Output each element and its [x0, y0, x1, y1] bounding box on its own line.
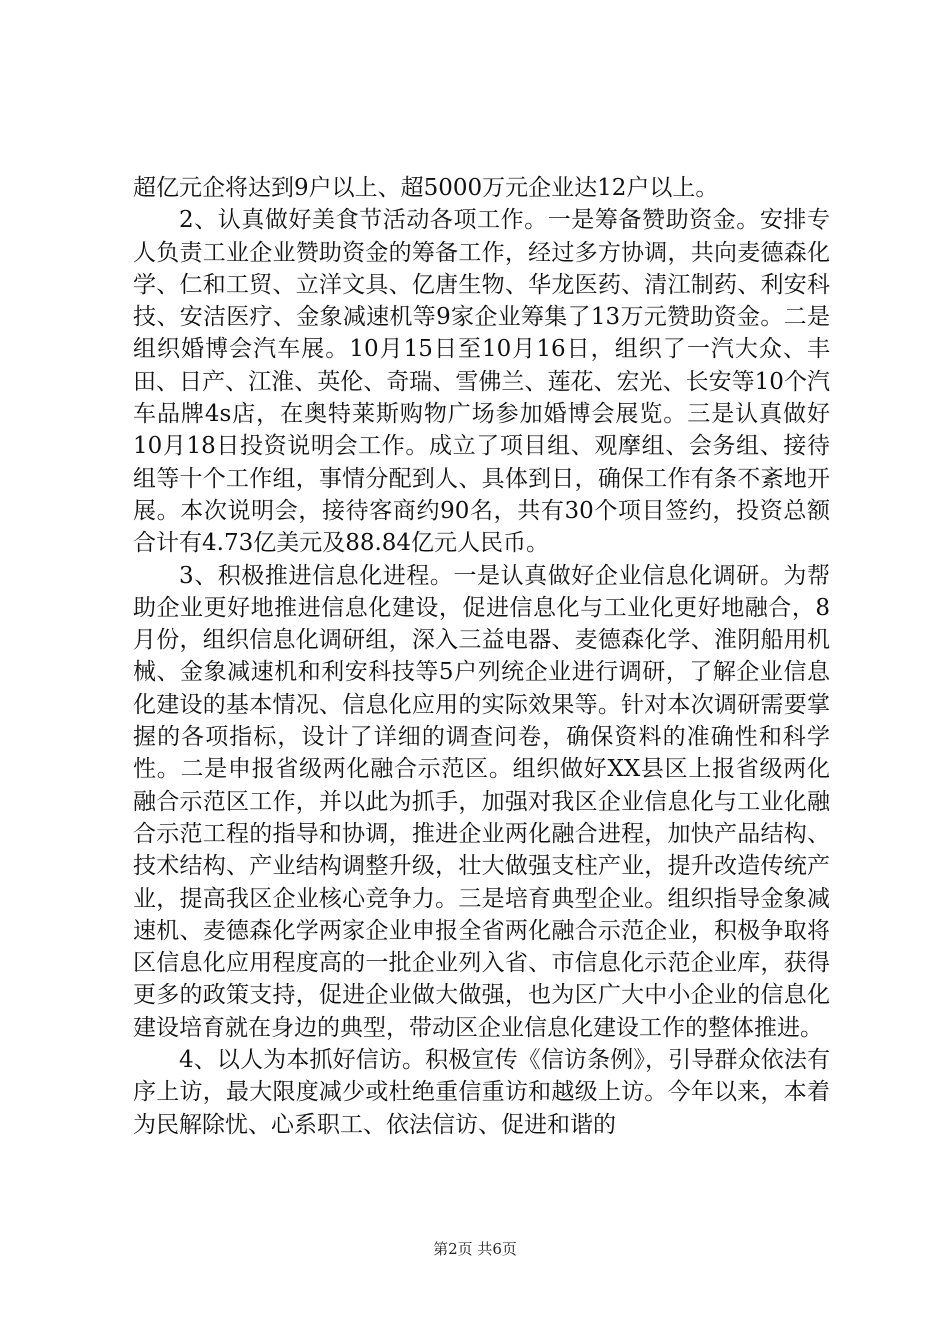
page-number-label: 第2页 共6页	[433, 1240, 517, 1258]
document-body	[133, 172, 830, 1141]
page-footer	[0, 1239, 950, 1259]
paragraph-informatization: 3、积极推进信息化进程。一是认真做好企业信息化调研。为帮助企业更好地推进信息化建设，促进信息化与工业化更好地融合，8月份，组织信息化调研组，深入三益电器、麦德森化学、淮阴船用机械、金象减速机和利安科技等5户列统企业进行调研，了解企业信息化建设的基本情况、信息化应用的实际效果等。针对本次调研需要掌握的各项指标，设计了详细的调查问卷，确保资料的准确性和科学性。二是申报省级两化融合示范区。组织做好XX县区上报省级两化融合示范区工作，并以此为抓手，加强对我区企业信息化与工业化融合示范工程的指导和协调，推进企业两化融合进程，加快产品结构、技术结构、产业结构调整升级，壮大做强支柱产业，提升改造传统产业，提高我区企业核心竞争力。三是培育典型企业。组织指导金象减速机、麦德森化学两家企业申报全省两化融合示范企业，积极争取将区信息化应用程度高的一批企业列入省、市信息化示范企业库，获得更多的政策支持，促进企业做大做强，也为区广大中小企业的信息化建设培育就在身边的典型，带动区企业信息化建设工作的整体推进。	[133, 562, 830, 1041]
paragraph-continuation: 超亿元企将达到9户以上、超5000万元企业达12户以上。	[133, 175, 719, 201]
paragraph-food-festival: 2、认真做好美食节活动各项工作。一是筹备赞助资金。安排专人负责工业企业赞助资金的筹备工作，经过多方协调，共向麦德森化学、仁和工贸、立洋文具、亿唐生物、华龙医药、清江制药、利安科技、安洁医疗、金象减速机等9家企业筹集了13万元赞助资金。二是组织婚博会汽车展。10月15日至10月16日，组织了一汽大众、丰田、日产、江淮、英伦、奇瑞、雪佛兰、莲花、宏光、长安等10个汽车品牌4s店，在奥特莱斯购物广场参加婚博会展览。三是认真做好10月18日投资说明会工作。成立了项目组、观摩组、会务组、接待组等十个工作组，事情分配到人、具体到日，确保工作有条不紊地开展。本次说明会，接待客商约90名，共有30个项目签约，投资总额合计有4.73亿美元及88.84亿元人民币。	[133, 207, 830, 557]
paragraph-petitions: 4、以人为本抓好信访。积极宣传《信访条例》，引导群众依法有序上访，最大限度减少或杜绝重信重访和越级上访。今年以来，本着为民解除忧、心系职工、依法信访、促进和谐的	[133, 1047, 830, 1138]
